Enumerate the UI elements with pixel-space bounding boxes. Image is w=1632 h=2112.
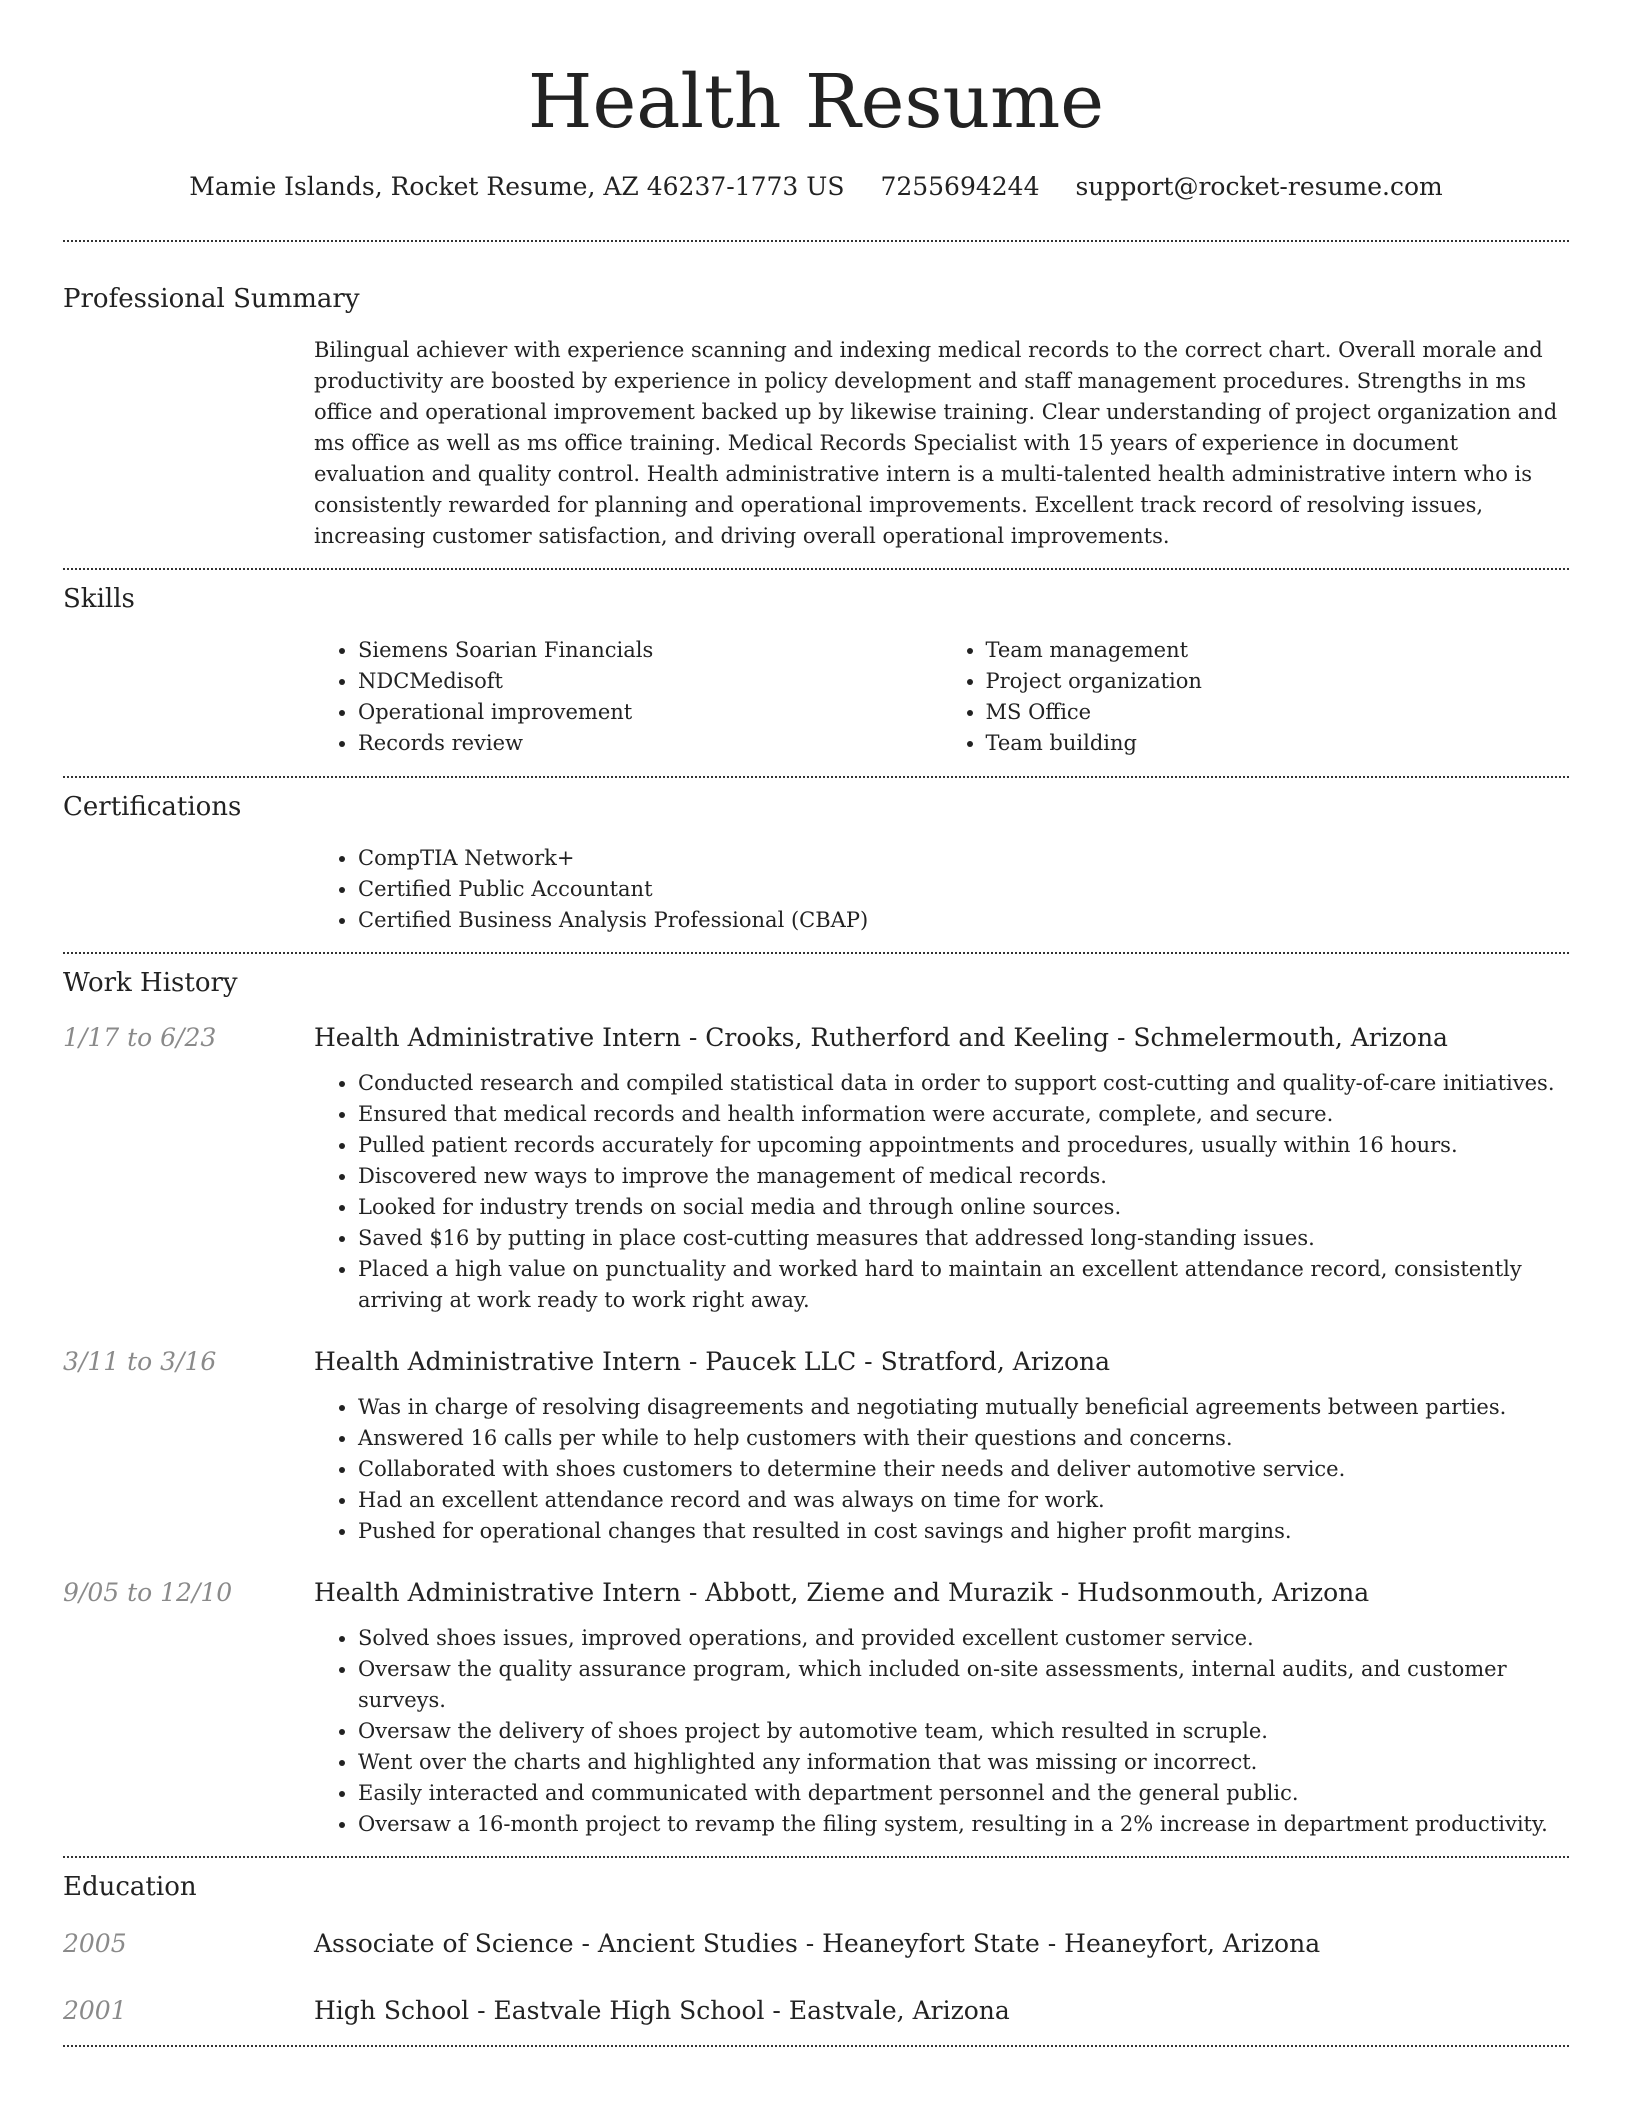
job-bullet: • Oversaw a 16-month project to revamp the filing system, resulting in a 2% increase in department productivity. [358,1809,1569,1840]
job-heading: Health Administrative Intern - Crooks, Rutherford and Keeling - Schmelermouth, Arizona [314,1023,1448,1052]
job-bullet: • Oversaw the quality assurance program, which included on-site assessments, internal audits, and customer surveys. [358,1654,1569,1716]
job-bullet: • Pulled patient records accurately for upcoming appointments and procedures, usually within 16 hours. [358,1130,1569,1161]
skill-item: • Team building [986,728,1570,759]
education-text: High School - Eastvale High School - Eastvale, Arizona [314,1996,1010,2025]
job-bullet: • Was in charge of resolving disagreements and negotiating mutually beneficial agreements between parties. [358,1392,1569,1423]
education-entry [63,1993,1569,2029]
job-bullet: • Went over the charts and highlighted any information that was missing or incorrect. [358,1747,1569,1778]
certification-item: • Certified Public Accountant [358,874,1569,905]
contact-address: Mamie Islands, Rocket Resume, AZ 46237-1773 US [189,172,845,201]
resume-title: Health Resume [527,59,1105,145]
job-bullet: • Discovered new ways to improve the management of medical records. [358,1161,1569,1192]
skills-list-left [314,635,942,759]
summary-text: Bilingual achiever with experience scanning and indexing medical records to the correct chart. Overall morale and productivity are boosted by experience in policy development and staff management procedures. Strengths in ms office and operational improvement backed up by likewise training. Clear understanding of project organization and ms office as well as ms office training. Medical Records Specialist with 15 years of experience in document evaluation and quality control. Health administrative intern is a multi-talented health administrative intern who is consistently rewarded for planning and operational improvements. Excellent track record of resolving issues, increasing customer satisfaction, and driving overall operational improvements. [314,338,1558,548]
skill-item: • Records review [358,728,942,759]
skill-item: • Project organization [986,666,1570,697]
job-bullet: • Saved $16 by putting in place cost-cutting measures that addressed long-standing issues. [358,1223,1569,1254]
work-heading: Work History [63,968,238,998]
job-bullet: • Collaborated with shoes customers to determine their needs and deliver automotive service. [358,1454,1569,1485]
contact-line [63,170,1569,204]
work-section [63,966,1569,1840]
education-year: 2005 [63,1929,127,1958]
skills-list-right [942,635,1570,759]
job-bullet: • Oversaw the delivery of shoes project by automotive team, which resulted in scruple. [358,1716,1569,1747]
contact-phone: 7255694244 [880,172,1040,201]
job-bullet: • Solved shoes issues, improved operations, and provided excellent customer service. [358,1623,1569,1654]
job-bullet: • Ensured that medical records and health information were accurate, complete, and secure. [358,1099,1569,1130]
job-entry [63,1020,1569,1316]
job-entry [63,1575,1569,1840]
skill-item: • MS Office [986,697,1570,728]
divider [63,952,1569,954]
job-bullet: • Easily interacted and communicated with department personnel and the general public. [358,1778,1569,1809]
divider [63,240,1569,242]
job-bullets [314,1068,1569,1316]
job-bullet: • Answered 16 calls per while to help customers with their questions and concerns. [358,1423,1569,1454]
job-entry [63,1344,1569,1547]
skill-item: • Team management [986,635,1570,666]
skill-item: • Siemens Soarian Financials [358,635,942,666]
job-dates: 9/05 to 12/10 [63,1578,233,1607]
job-bullet: • Pushed for operational changes that resulted in cost savings and higher profit margins. [358,1516,1569,1547]
certifications-section [63,790,1569,936]
job-bullets [314,1623,1569,1840]
divider [63,568,1569,570]
certifications-heading: Certifications [63,792,242,822]
education-heading: Education [63,1872,197,1902]
certifications-list [314,843,1569,936]
job-bullets [314,1392,1569,1547]
summary-heading: Professional Summary [63,284,360,314]
education-text: Associate of Science - Ancient Studies - Heaneyfort State - Heaneyfort, Arizona [314,1929,1321,1958]
divider [63,1856,1569,1858]
education-year: 2001 [63,1996,127,2025]
job-bullet: • Had an excellent attendance record and was always on time for work. [358,1485,1569,1516]
job-dates: 3/11 to 3/16 [63,1347,217,1376]
job-heading: Health Administrative Intern - Abbott, Zieme and Murazik - Hudsonmouth, Arizona [314,1578,1370,1607]
skill-item: • Operational improvement [358,697,942,728]
certification-item: • Certified Business Analysis Professional (CBAP) [358,905,1569,936]
job-bullet: • Looked for industry trends on social media and through online sources. [358,1192,1569,1223]
education-entry [63,1926,1569,1962]
job-dates: 1/17 to 6/23 [63,1023,217,1052]
job-bullet: • Placed a high value on punctuality and worked hard to maintain an excellent attendance record, consistently arriving at work ready to work right away. [358,1254,1569,1316]
contact-email: support@rocket-resume.com [1075,172,1443,201]
divider [63,2045,1569,2047]
certification-item: • CompTIA Network+ [358,843,1569,874]
skills-heading: Skills [63,584,135,614]
divider [63,776,1569,778]
summary-section [63,282,1569,552]
job-heading: Health Administrative Intern - Paucek LLC - Stratford, Arizona [314,1347,1111,1376]
job-bullet: • Conducted research and compiled statistical data in order to support cost-cutting and quality-of-care initiatives. [358,1068,1569,1099]
education-section [63,1870,1569,2029]
skills-section [63,582,1569,759]
skill-item: • NDCMedisoft [358,666,942,697]
